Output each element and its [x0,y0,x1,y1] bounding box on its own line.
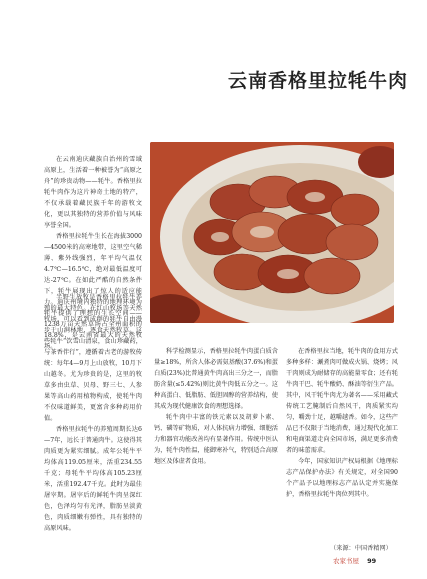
paragraph: 半野生放牧是香格里拉牦牛养殖的最大特色。在红山牧场等天然牧场，可以看到成群的牦牛自由漫步于山涧林地，逐食天然牧草。这些牦牛“饮雪山清泉，食山珍藏药，与茶香伴行”，遵循着古老的游牧传统：每年4—9月上山放牧，10月下山越冬。尤为珍贵的是，这里的牧草多由虫草、贝母、野三七、人参果等高山药用植物构成，使牦牛肉不仅味道鲜美，更富含多种药用价值。 [44,294,142,422]
paragraph: 在香格里拉当地，牦牛肉的食用方式多种多样：涮煮肉可做成火锅、烧烤；风干肉则成为耐储存的高能量零食；还有牦牛肉干巴、牦牛酸奶、酥油等衍生产品。其中，风干牦牛肉尤为著名——采用藏式传统工艺腌制后自然风干，肉质紧实均匀，嚼劲十足，越嚼越香。如今，这些产品已不仅限于当地消费，通过现代化加工和电商渠道走向全国市场，满足更多消费者的味蕾需求。 [286,348,398,454]
magazine-name: 农家书屋 [333,557,359,565]
source-note: （来源：中国香精网） [330,545,392,552]
column-right [286,346,398,500]
paragraph: 在云南迪庆藏族自治州的雪域高原上，生活着一种被誉为“高原之舟”的珍贵动物——牦牛。香格里拉牦牛肉作为这片神奇土地的特产，不仅承载着藏民族千年的游牧文化，更以其独特的营养价值与风味享誉全国。 [44,156,142,229]
page-footer [333,556,376,565]
page-title: 云南香格里拉牦牛肉 [227,70,408,92]
yak-meat-photo [150,142,394,323]
paragraph: 今年，国家知识产权局根据《地理标志产品保护办法》有关规定，对全国90个产品予以地理标志产品认定并实施保护，香格里拉牦牛肉位列其中。 [286,458,398,498]
page-number: 99 [367,557,377,565]
column-middle [154,346,278,467]
column-left-bottom [44,292,142,534]
paragraph: 牦牛肉中丰富的铁元素以及胡萝卜素、钙、磷等矿物质，对人体抗病力增强、细胞活力和器官功能改善均有显著作用。传统中医认为，牦牛肉性温，能御寒补气，特别适合高原地区及体虚者食用。 [154,414,278,465]
paragraph: 科学检测显示，香格里拉牦牛肉蛋白质含量≥18%，所含人体必需氨基酸(37.6%)和蛋白质(23%)比普通黄牛肉高出三分之一，而脂肪含量(≤5.42%)则比黄牛肉低五分之一。这种高蛋白、低脂肪、低胆固醇的营养结构，使其成为现代健康饮食的理想选择。 [154,348,278,410]
paragraph: 香格里拉牦牛的养殖周期长达6—7年，远长于普通肉牛。这使得其肉质更为紧实细腻。成年公牦牛平均体高119.05厘米，活重234.55千克；母牦牛平均体高105.23厘米，活重192.47千克。此时为最佳屠宰期。屠宰后的鲜牦牛肉呈深红色，色泽均匀有光泽，脂肪呈淡黄色，肉质细嫩有弹性，具有独特的高原风味。 [44,426,142,532]
paragraph: 香格里拉牦牛生长在海拔3000—4500米的高寒地带，这里空气稀薄、紫外线强烈，年平均气温仅4.7℃—16.5℃，绝对最低温度可达-27℃。在如此严酷的自然条件下，牦牛展现出了惊人的适应能力。迪庆州境内独特的地理环境为牦牛提供了理想的生长空间——1238万亩天然草场占全州面积的18.8%，是云南省最大的天然牧场。 [44,233,142,350]
